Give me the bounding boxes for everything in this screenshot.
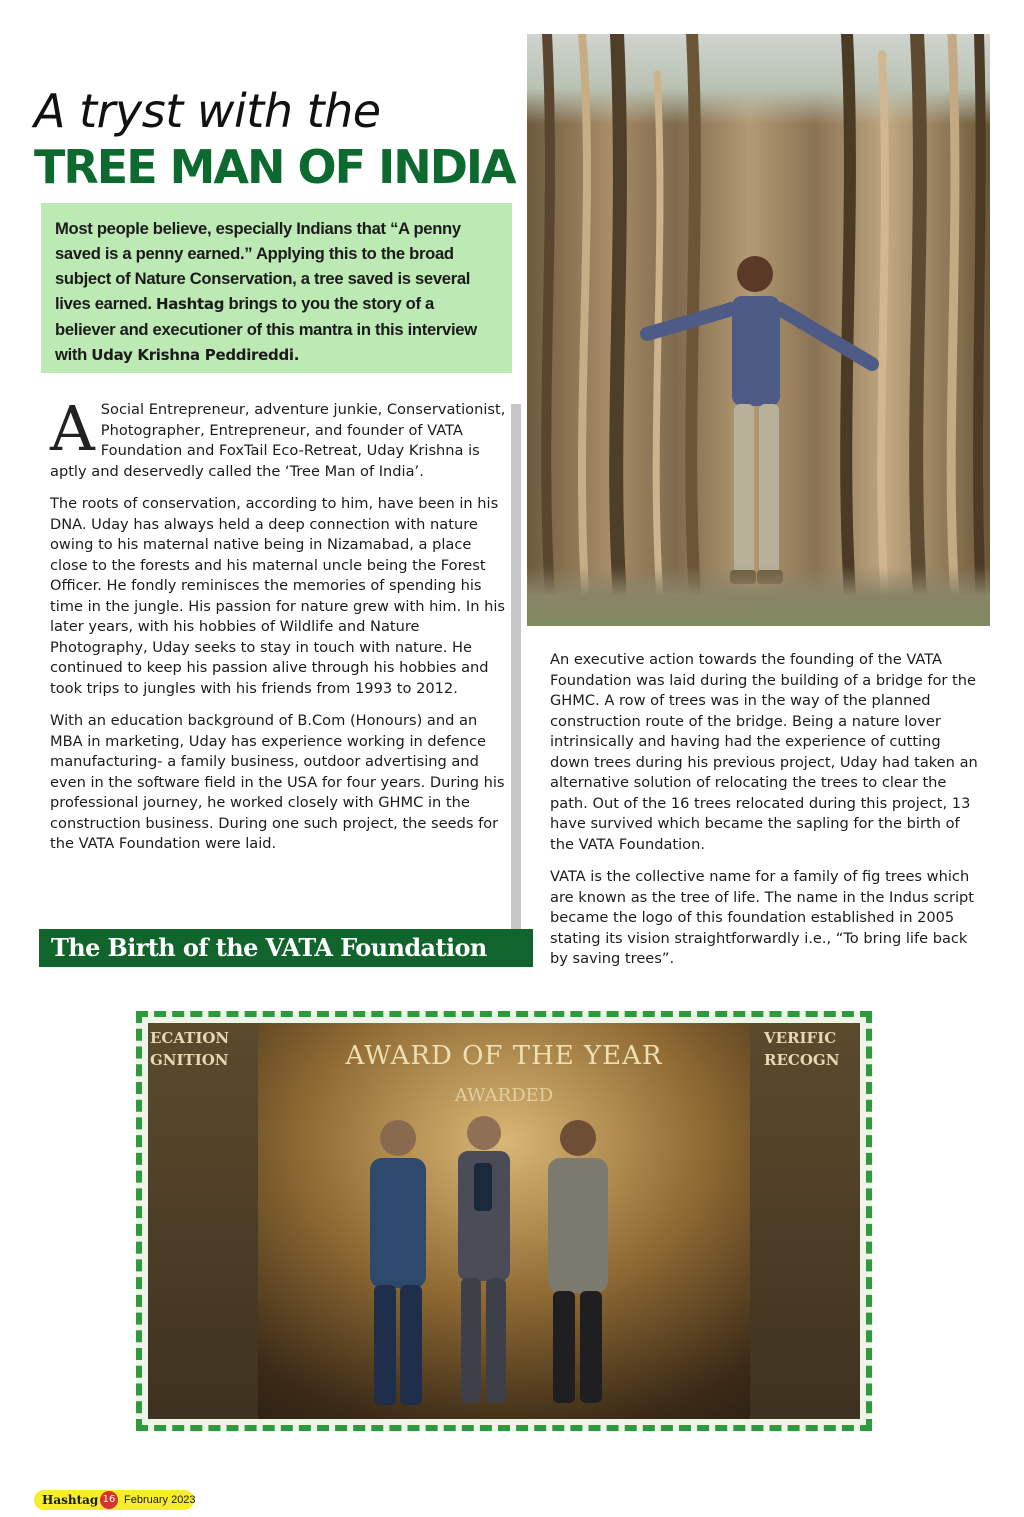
left-paragraph-1 (50, 392, 508, 482)
intro-person: Uday Krishna Peddireddi. (91, 346, 300, 364)
footer-brand-logo: Hashtag (42, 1493, 99, 1507)
section-heading: The Birth of the VATA Foundation (39, 929, 533, 967)
trophy (474, 1163, 492, 1211)
right-paragraph-2: VATA is the collective name for a family of fig trees which are known as the tree of life. The name in the Indus script became the logo of this foundation established in 2005 stating its vision straightforwardly i.e., “To bring life back by saving trees”. (550, 868, 974, 967)
person-figure (647, 256, 872, 584)
left-panel-title-2: GNITION (150, 1051, 229, 1069)
right-panel-title-1: VERIFIC (764, 1029, 837, 1047)
award-banner-text: AWARD OF THE YEAR (345, 1041, 663, 1071)
award-photo (136, 1011, 872, 1431)
person-left (370, 1120, 426, 1405)
column-divider-bar (511, 404, 521, 956)
left-panel-title-1: ECATION (150, 1029, 230, 1047)
drop-cap: A (50, 392, 95, 465)
award-stage (148, 1023, 860, 1419)
intro-part1: Most people believe, especially Indians that “A penny saved is a penny earned.” Applying this to the broad subject of Nature Conservation, a tree saved is several lives earned. (55, 219, 471, 313)
intro-part2: brings to you the story of a believer and executioner of this mantra in this interview with (55, 294, 477, 364)
issue-date: February 2023 (124, 1494, 196, 1506)
left-paragraph-2: The roots of conservation, according to him, have been in his DNA. Uday has always held a deep connection with nature owing to his maternal native being in Nizamabad, a place close to the forests and his maternal uncle being the Forest Officer. He fondly reminisces the memories of spending his time in the jungle. His passion for nature grew with him. In his later years, with his hobbies of Wildlife and Nature Photography, Uday seeks to stay in touch with nature. He continued to keep his passion alive through his hobbies and took trips to jungles with his friends from 1993 to 2012. (50, 495, 505, 697)
banyan-roots-illustration (527, 34, 990, 626)
left-paragraph-3: With an education background of B.Com (Honours) and an MBA in marketing, Uday has experience working in defence manufacturing- a family business, outdoor advertising and even in the software field in the USA for four years. During his professional journey, he worked closely with GHMC in the construction business. During one such project, the seeds for the VATA Foundation were laid. (50, 712, 505, 852)
right-column (550, 650, 980, 982)
left-paragraph-1-text: Social Entrepreneur, adventure junkie, Conservationist, Photographer, Entrepreneur, and founder of VATA Foundation and FoxTail Eco-Retreat, Uday Krishna is aptly and deservedly called the ‘Tree Man of India’. (50, 401, 506, 480)
intro-box (41, 203, 512, 373)
right-paragraph-1: An executive action towards the founding of the VATA Foundation was laid during the building of a bridge for the GHMC. A row of trees was in the way of the planned construction route of the bridge. Being a nature lover intrinsically and having had the experience of cutting down trees during his previous project, Uday had taken an alternative solution of relocating the trees to clear the path. Out of the 16 trees relocated during this project, 13 have survived which became the sapling for the birth of the VATA Foundation. (550, 651, 978, 853)
person-center (458, 1116, 510, 1403)
intro-text (55, 216, 498, 368)
article-title-line2: TREE MAN OF INDIA (34, 140, 515, 194)
intro-brand: Hashtag (155, 295, 225, 313)
person-right (548, 1120, 608, 1403)
left-column (50, 392, 508, 867)
page-number-badge: 16 (100, 1491, 118, 1509)
award-sub-text: AWARDED (454, 1085, 554, 1106)
right-panel-title-2: RECOGN (764, 1051, 840, 1069)
award-people-illustration (148, 1023, 872, 1431)
article-title-line1: A tryst with the (34, 84, 381, 138)
tree-man-photo (527, 34, 990, 626)
photo-ground (527, 566, 990, 626)
